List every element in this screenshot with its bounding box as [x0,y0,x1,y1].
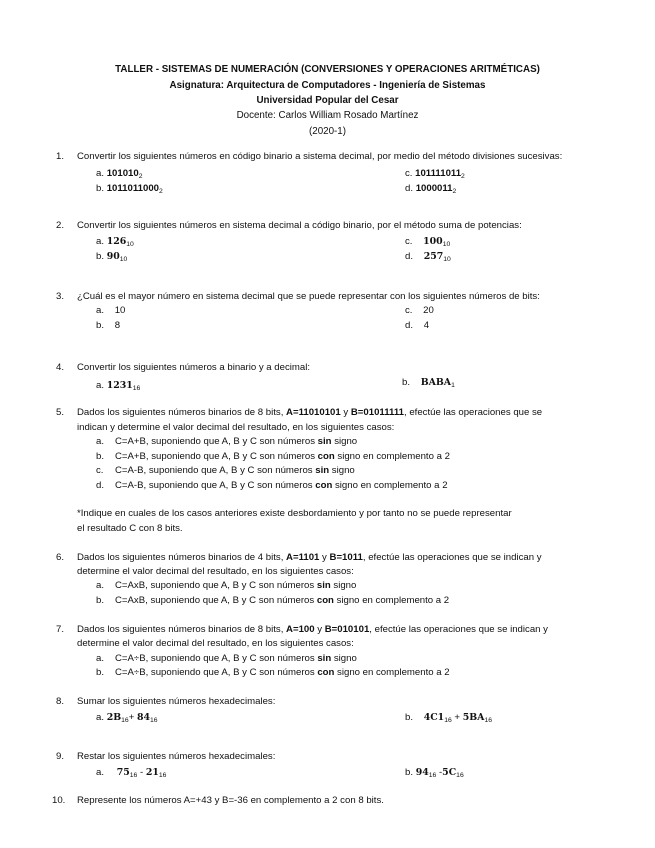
q9-b-base2: 16 [456,772,464,779]
period-line: (2020-1) [308,126,347,137]
q8-option-a [96,712,158,724]
q5-a-label: a. [96,436,105,447]
q2-option-a [96,236,134,248]
q7-b-post: signo en complemento a 2 [334,667,450,678]
q8-b-base1: 16 [444,717,452,724]
q8-b-value2: 5BA [462,712,485,723]
q1-number: 1. [56,151,65,162]
q2-b-base: 10 [119,256,128,263]
q2-option-b [96,251,127,263]
q2-c-label: c. [405,236,413,247]
q5-d-bold: con [315,480,333,491]
q6-option-b [96,595,449,607]
q6-value-b: B=1011 [329,552,363,563]
q7-b-pre: C=A÷B, suponiendo que A, B y C son números [115,667,318,678]
q3-a-value: 10 [114,305,126,316]
q6-b-post: signo en complemento a 2 [333,595,450,606]
q3-b-label: b. [96,320,105,331]
q9-b-label: b. [405,767,414,778]
q10-text: Represente los números A=+43 y B=-36 en complemento a 2 con 8 bits. [77,795,384,806]
q5-line1-post: , efectúe las operaciones que se [403,407,543,418]
q1-option-d [405,183,456,195]
q7-line1-post: , efectúe las operaciones que se indican y [369,624,548,635]
q3-b-value: 8 [114,320,121,331]
q5-value-b: B=01011111 [350,407,404,418]
document-title: TALLER - SISTEMAS DE NUMERACIÓN (CONVERSIONES Y OPERACIONES ARITMÉTICAS) [115,64,540,75]
q5-line2: indican y determine el valor decimal del resultado, en los siguientes casos: [77,422,395,433]
q4-b-base: 1 [451,382,455,389]
q6-a-post: signo [330,580,357,591]
q9-a-operator: - [137,767,146,778]
q8-b-label: b. [405,712,414,723]
q4-a-base: 16 [132,385,141,392]
q5-b-pre: C=A+B, suponiendo que A, B y C son números [115,451,318,462]
q1-option-c [405,168,465,180]
q3-c-label: c. [405,305,413,316]
q6-line1-pre: Dados los siguientes números binarios de 4 bits, [77,552,287,563]
q2-b-value: 90 [106,251,120,262]
q1-c-base: 2 [461,173,465,180]
q8-a-base1: 16 [121,717,129,724]
q2-a-base: 10 [126,241,134,248]
q4-text: Convertir los siguientes números a binario y a decimal: [77,362,311,373]
q9-a-label: a. [96,767,105,778]
q9-b-value2: 5C [442,767,457,778]
q5-a-bold: sin [317,436,332,447]
q8-option-b [405,712,492,724]
q2-option-c [405,236,450,248]
q2-number: 2. [56,220,65,231]
q1-b-value: 1011011000 [106,183,159,194]
q3-c-value: 20 [423,305,434,316]
q3-a-label: a. [96,305,105,316]
q1-d-value: 1000011 [415,183,453,194]
q8-b-base2: 16 [484,717,492,724]
q8-a-base2: 16 [150,717,158,724]
university-line: Universidad Popular del Cesar [256,95,399,106]
q6-line1-y: y [319,552,330,563]
q5-option-b [96,451,450,463]
q5-b-bold: con [317,451,335,462]
q2-b-label: b. [96,251,105,262]
q2-d-value: 257 [423,251,444,262]
q7-a-bold: sin [317,653,332,664]
q1-a-value: 101010 [106,168,139,179]
q5-c-pre: C=A-B, suponiendo que A, B y C son números [115,465,316,476]
teacher-line: Docente: Carlos William Rosado Martínez [236,110,419,121]
q5-option-c [96,465,355,477]
q5-b-label: b. [96,451,105,462]
q5-d-post: signo en complemento a 2 [332,480,448,491]
q4-number: 4. [56,362,65,373]
q2-option-d [405,251,451,263]
q5-line1 [77,407,542,419]
q5-c-post: signo [329,465,355,476]
q2-text: Convertir los siguientes números en sistema decimal a código binario, por el método suma de potencias: [77,220,522,231]
q5-d-pre: C=A-B, suponiendo que A, B y C son números [115,480,316,491]
q5-d-label: d. [96,480,105,491]
q9-a-base1: 16 [129,772,138,779]
q5-line1-y: y [340,407,351,418]
q4-option-a [96,380,140,392]
q1-text: Convertir los siguientes números en código binario a sistema decimal, por medio del método divisiones sucesivas: [77,151,563,162]
q6-b-bold: con [316,595,334,606]
q6-a-pre: C=AxB, suponiendo que A, B y C son números [115,580,317,591]
q6-a-label: a. [96,580,105,591]
q4-option-b [402,377,455,389]
q7-line1-pre: Dados los siguientes números binarios de 8 bits, [77,624,287,635]
q7-number: 7. [56,624,65,635]
q5-c-bold: sin [315,465,330,476]
q4-a-value: 1231 [106,380,133,391]
q7-value-b: B=010101 [324,624,370,635]
q9-a-value1: 75 [116,767,130,778]
q7-b-bold: con [317,667,335,678]
q5-value-a: A=11010101 [286,407,341,418]
q9-option-a [96,767,166,779]
q7-a-label: a. [96,653,105,664]
q8-b-value1: 4C1 [423,712,445,723]
q5-c-label: c. [96,465,104,476]
q3-d-label: d. [405,320,414,331]
q9-text: Restar los siguientes números hexadecimales: [77,751,276,762]
q3-option-c [405,305,434,317]
q2-a-label: a. [96,236,105,247]
q3-option-a [96,305,125,317]
q4-a-label: a. [96,380,105,391]
subject-line: Asignatura: Arquitectura de Computadores - Ingeniería de Sistemas [169,80,486,91]
q3-number: 3. [56,291,65,302]
q9-a-base2: 16 [158,772,167,779]
q6-option-a [96,580,356,592]
q1-d-label: d. [405,183,414,194]
q6-line2: determine el valor decimal del resultado, en los siguientes casos: [77,566,354,577]
q1-option-a [96,168,142,180]
q1-d-base: 2 [452,188,457,195]
q9-a-value2: 21 [145,767,159,778]
q8-a-label: a. [96,712,105,723]
q7-b-label: b. [96,667,105,678]
q7-line1 [77,624,548,636]
q9-b-value1: 94 [415,767,429,778]
q6-b-pre: C=AxB, suponiendo que A, B y C son números [115,595,317,606]
q1-c-value: 101111011 [415,168,462,179]
q2-c-base: 10 [442,241,451,248]
q2-d-base: 10 [443,256,451,263]
q5-option-a [96,436,357,448]
q6-b-label: b. [96,595,105,606]
q7-line1-y: y [314,624,325,635]
q1-option-b [96,183,163,195]
q1-a-label: a. [96,168,105,179]
q8-number: 8. [56,696,65,707]
q7-option-a [96,653,357,665]
q9-b-operator: - [436,767,443,778]
q2-c-value: 100 [423,236,443,247]
q2-d-label: d. [405,251,414,262]
q5-note-line1: *Indique en cuales de los casos anteriores existe desbordamiento y por tanto no se puede representar [77,508,512,519]
q1-a-base: 2 [138,173,143,180]
q3-text: ¿Cuál es el mayor número en sistema decimal que se puede representar con los siguientes números de bits: [77,291,540,302]
q2-a-value: 126 [106,236,127,247]
q3-d-value: 4 [423,320,430,331]
q6-line1-post: , efectúe las operaciones que se indican y [362,552,542,563]
q8-a-value1: 2B [106,712,122,723]
q6-a-bold: sin [316,580,331,591]
q5-b-post: signo en complemento a 2 [334,451,450,462]
q7-value-a: A=100 [286,624,315,635]
q6-number: 6. [56,552,65,563]
q8-text: Sumar los siguientes números hexadecimales: [77,696,276,707]
q3-option-d [405,320,429,332]
q1-b-base: 2 [158,188,163,195]
q5-note-line2: el resultado C con 8 bits. [77,523,183,534]
q3-option-b [96,320,120,332]
q9-number: 9. [56,751,65,762]
q10-number: 10. [52,795,66,806]
q9-option-b [405,767,464,779]
q5-line1-pre: Dados los siguientes números binarios de 8 bits, [77,407,287,418]
q6-value-a: A=1101 [286,552,320,563]
q5-number: 5. [56,407,65,418]
q5-a-pre: C=A+B, suponiendo que A, B y C son números [115,436,318,447]
q9-b-base1: 16 [428,772,437,779]
q6-line1 [77,552,542,564]
q7-option-b [96,667,450,679]
q7-a-post: signo [331,653,357,664]
q8-a-value2: 84 [136,712,151,723]
q1-c-label: c. [405,168,413,179]
q5-a-post: signo [331,436,358,447]
q8-a-operator: + [128,712,137,723]
q8-b-operator: + [451,712,463,723]
q4-b-label: b. [402,377,411,388]
q1-b-label: b. [96,183,105,194]
q5-option-d [96,480,448,492]
q7-line2: determine el valor decimal del resultado, en los siguientes casos: [77,638,354,649]
q4-b-value: BABA [420,377,452,388]
q7-a-pre: C=A÷B, suponiendo que A, B y C son números [115,653,318,664]
